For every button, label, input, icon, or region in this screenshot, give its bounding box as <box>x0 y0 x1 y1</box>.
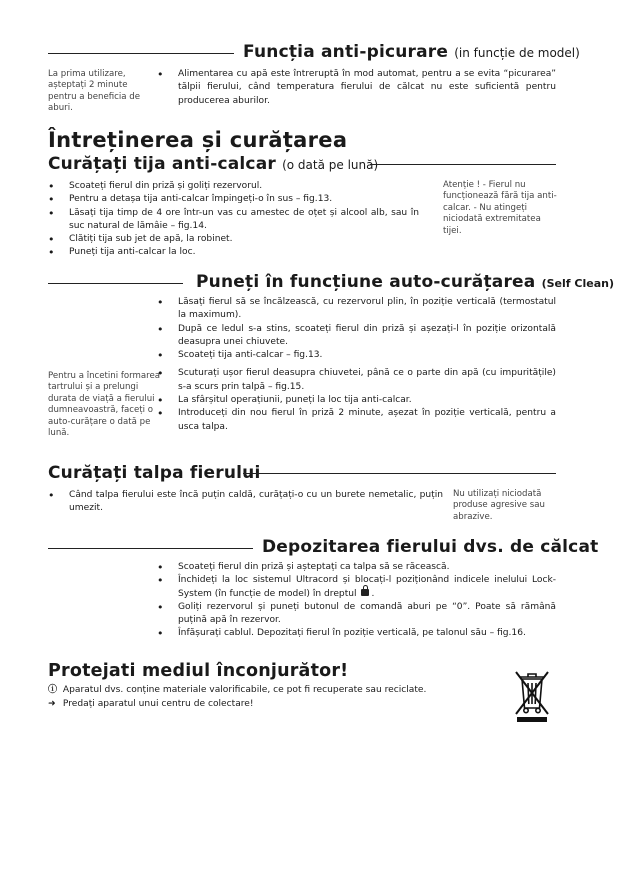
list-item: • Scoateți tija anti-calcar – fig.13. <box>178 349 556 362</box>
env-line-1 <box>48 684 426 698</box>
list-item: • Pentru a detașa tija anti-calcar împingeți-o în sus – fig.13. <box>69 193 419 206</box>
weee-crossed-bin-icon <box>512 668 552 724</box>
heading-anticalc <box>48 154 378 174</box>
list-item: • Lăsați tija timp de 4 ore într-un vas cu amestec de oțet și alcool alb, sau în suc natural de lămâie – fig.14. <box>69 207 419 234</box>
heading-storage: Depozitarea fierului dvs. de călcat <box>262 537 599 557</box>
list-item: • La sfârșitul operațiunii, puneți la loc tija anti-calcar. <box>178 394 556 407</box>
rule-anticalc <box>370 164 556 165</box>
lock-icon <box>361 589 369 596</box>
rule-sole <box>243 473 556 474</box>
heading-anticalc-title: Curățați tija anti-calcar <box>48 154 276 174</box>
list-item: • Goliți rezervorul și puneți butonul de comandă aburi pe “0”. Poate să rămână puțină apă în rezervor. <box>178 601 556 628</box>
list-item: • Înfășurați cablul. Depozitați fierul în poziție verticală, pe talonul său – fig.16. <box>178 627 556 640</box>
list-item: • Clătiți tija sub jet de apă, la robinet. <box>69 233 419 246</box>
list-item: • După ce ledul s-a stins, scoateți fierul din priză și așezați-l în poziție orizontală deasupra unei chiuvete. <box>178 323 556 350</box>
page-title: Întreținerea și curățarea <box>48 128 348 152</box>
heading-anticalc-note: (o dată pe lună) <box>282 158 379 172</box>
heading-antidrip-title: Funcția anti-picurare <box>243 42 449 62</box>
sidenote-sole: Nu utilizați niciodată produse agresive sau abrazive. <box>453 489 545 522</box>
sidenote-attention: Atenție ! - Fierul nu funcționează fără tija anti-calcar. - Nu atingeți niciodată extremitatea tijei. <box>443 180 557 236</box>
list-item: • Când talpa fierului este încă puțin caldă, curățați-o cu un burete nemetalic, puțin umezit. <box>69 489 443 516</box>
rule-selfclean <box>48 283 183 284</box>
heading-selfclean-title: Puneți în funcțiune auto-curățarea <box>196 272 536 292</box>
heading-antidrip <box>243 42 580 62</box>
storage-item-text: Închideți la loc sistemul Ultracord și blocați-l poziționând indicele inelului Lock-System (în funcție de model) în dreptul <box>178 575 556 599</box>
env-line-2 <box>48 698 254 712</box>
env-line-1-text: Aparatul dvs. conține materiale valorificabile, ce pot fi recuperate sau reciclate. <box>62 685 427 695</box>
list-anticalc <box>69 180 419 260</box>
list-item: • Scoateți fierul din priză și așteptați ca talpa să se răcească. <box>178 561 556 574</box>
list-item: • Introduceți din nou fierul în priză 2 minute, așezat în poziție verticală, pentru a usca talpa. <box>178 407 556 434</box>
list-item: • Alimentarea cu apă este întreruptă în mod automat, pentru a se evita “picurarea” tălpii fierului, când temperatura fierului de călcat nu este suficientă pentru producerea aburilor. <box>178 68 556 108</box>
heading-selfclean-note: (Self Clean) <box>541 277 614 290</box>
env-line-2-text: Predați aparatul unui centru de colectare! <box>62 699 254 709</box>
sidenote-first-use: La prima utilizare, așteptați 2 minute pentru a beneficia de aburi. <box>48 69 141 114</box>
heading-sole: Curățați talpa fierului <box>48 463 261 483</box>
list-antidrip <box>178 68 556 108</box>
info-icon: ⓘ <box>48 685 58 695</box>
list-storage <box>178 561 556 641</box>
list-item: • Închideți la loc sistemul Ultracord și blocați-l poziționând indicele inelului Lock-System (în funcție de model) în dreptul . <box>178 574 556 601</box>
heading-antidrip-note: (in funcție de model) <box>454 46 580 60</box>
list-item: • Puneți tija anti-calcar la loc. <box>69 246 419 259</box>
list-item: • Lăsați fierul să se încălzească, cu rezervorul plin, în poziție verticală (termostatul la maximum). <box>178 296 556 323</box>
heading-environment: Protejati mediul înconjurător! <box>48 661 349 681</box>
heading-selfclean <box>196 272 614 292</box>
rule-antidrip <box>48 53 234 54</box>
list-selfclean <box>178 296 556 434</box>
sidenote-selfclean: Pentru a încetini formarea tartrului și a prelungi durata de viață a fierului dumneavoastră, faceți o auto-curățare o dată pe lună. <box>48 371 161 439</box>
list-sole <box>69 489 443 516</box>
list-item: • Scuturați ușor fierul deasupra chiuvetei, până ce o parte din apă (cu impuritățile) s-a scurs prin talpă – fig.15. <box>178 367 556 394</box>
arrow-right-icon: ➜ <box>48 699 56 709</box>
rule-storage <box>48 548 253 549</box>
list-item: • Scoateți fierul din priză și goliți rezervorul. <box>69 180 419 193</box>
